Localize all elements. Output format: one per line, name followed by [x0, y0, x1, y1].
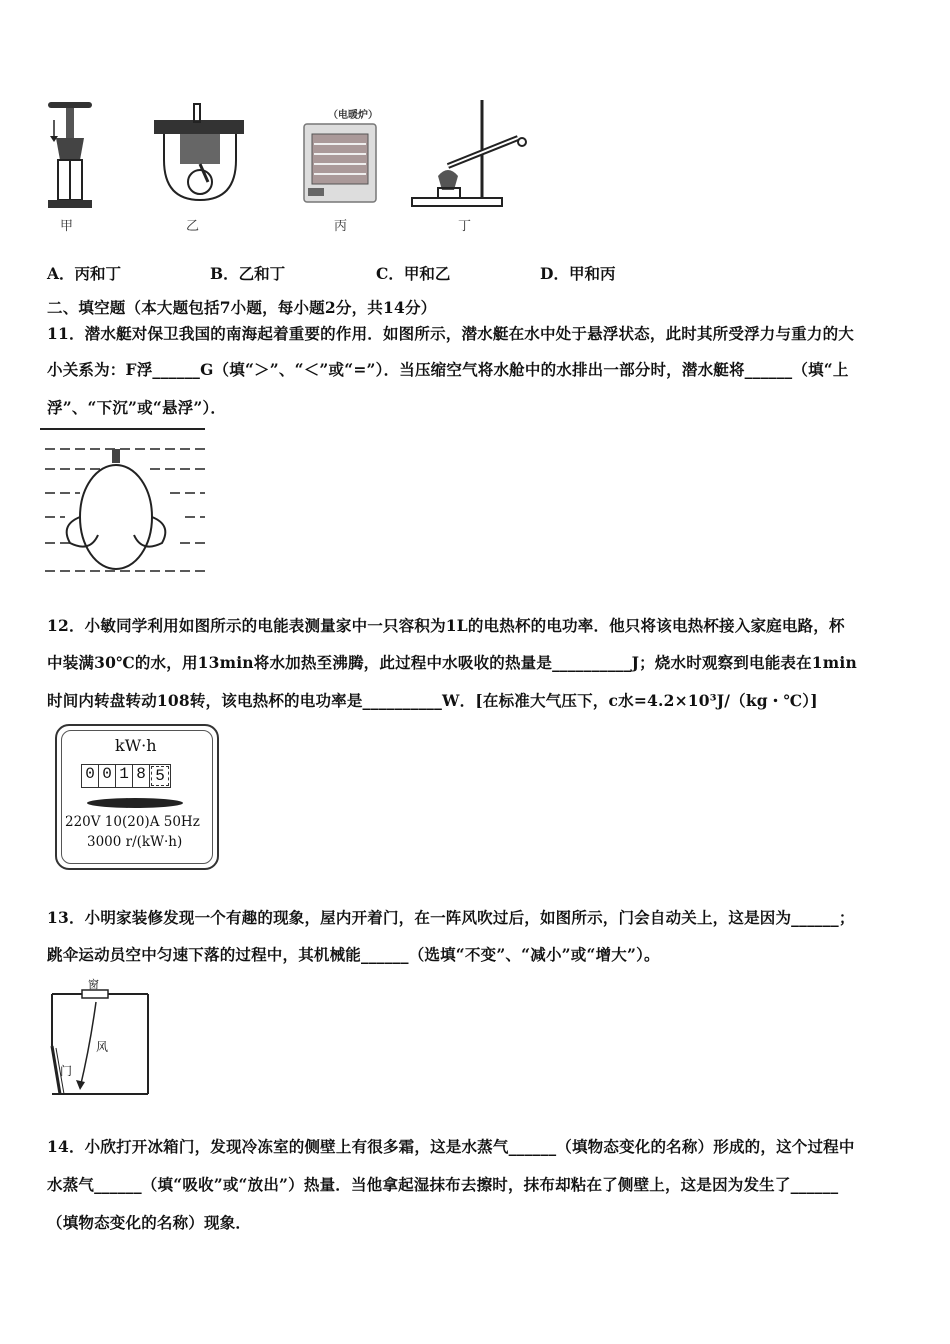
figure-ding-tube: [408, 98, 538, 213]
q14-line1: 14．小欣打开冰箱门，发现冷冻室的侧壁上有很多霜，这是水蒸气______（填物态变化的名称）形成的，这个过程中: [47, 1137, 855, 1156]
meter-digit: 8: [133, 765, 150, 787]
q11-line2: 小关系为：F浮______G（填“＞”、“＜”或“=”）．当压缩空气将水舱中的水排出一部分时，潜水艇将______（填“上: [47, 360, 849, 379]
figure-submarine: [40, 425, 210, 580]
q13-line1: 13．小明家装修发现一个有趣的现象，屋内开着门，在一阵风吹过后，如图所示，门会自动关上，这是因为______；: [47, 908, 855, 927]
q14-line2: 水蒸气______（填“吸收”或“放出”）热量．当他拿起湿抹布去擦时，抹布却粘在了侧壁上，这是因为发生了______: [47, 1175, 839, 1194]
meter-digit: 1: [116, 765, 133, 787]
meter-digit-decimal: 5: [151, 766, 169, 786]
meter-spec1: 220V 10(20)A 50Hz: [65, 814, 200, 830]
window-label: 窗: [88, 978, 99, 991]
option-c: C．甲和乙: [376, 264, 451, 283]
q13-line2: 跳伞运动员空中匀速下落的过程中，其机械能______（选填“不变”、“减小”或“增大”）。: [47, 945, 660, 964]
meter-spec2: 3000 r/(kW·h): [87, 834, 183, 850]
figure-bing-heater: [300, 120, 380, 210]
caption-ding: 丁: [458, 219, 472, 234]
meter-unit: kW·h: [115, 736, 157, 755]
q11-line3: 浮”、“下沉”或“悬浮”）．: [47, 398, 227, 417]
room-diagram: [50, 976, 150, 1096]
option-a: A．丙和丁: [47, 264, 122, 283]
meter-disc: [87, 798, 183, 808]
meter-digits: [81, 764, 171, 788]
meter-digit: 0: [82, 765, 99, 787]
figure-jia-pump: [40, 100, 100, 220]
heater-label: （电暖炉）: [328, 110, 378, 121]
wind-label: 风: [96, 1040, 109, 1054]
option-b: B．乙和丁: [210, 264, 286, 283]
q11-line1: 11．潜水艇对保卫我国的南海起着重要的作用．如图所示，潜水艇在水中处于悬浮状态，此时其所受浮力与重力的大: [47, 324, 854, 343]
caption-jia: 甲: [60, 219, 74, 234]
caption-bing: 丙: [334, 219, 348, 234]
meter-digit: 0: [99, 765, 116, 787]
q12-line1: 12．小敏同学利用如图所示的电能表测量家中一只容积为1L的电热杯的电功率．他只将该电热杯接入家庭电路，杯: [47, 616, 845, 635]
q14-line3: （填物态变化的名称）现象．: [47, 1213, 252, 1232]
door-label: 门: [60, 1064, 73, 1078]
q12-line2: 中装满30℃的水，用13min将水加热至沸腾，此过程中水吸收的热量是__________J；烧水时观察到电能表在1min: [47, 653, 857, 672]
figure-yi-engine: [150, 100, 250, 210]
section-heading: 二、填空题（本大题包括7小题，每小题2分，共14分）: [47, 298, 437, 317]
option-d: D．甲和丙: [540, 264, 616, 283]
q12-line3: 时间内转盘转动108转，该电热杯的电功率是__________W．[在标准大气压下，c水=4.2×10³J/（kg・℃）]: [47, 691, 818, 710]
caption-yi: 乙: [186, 219, 200, 234]
electric-meter: [55, 724, 219, 870]
